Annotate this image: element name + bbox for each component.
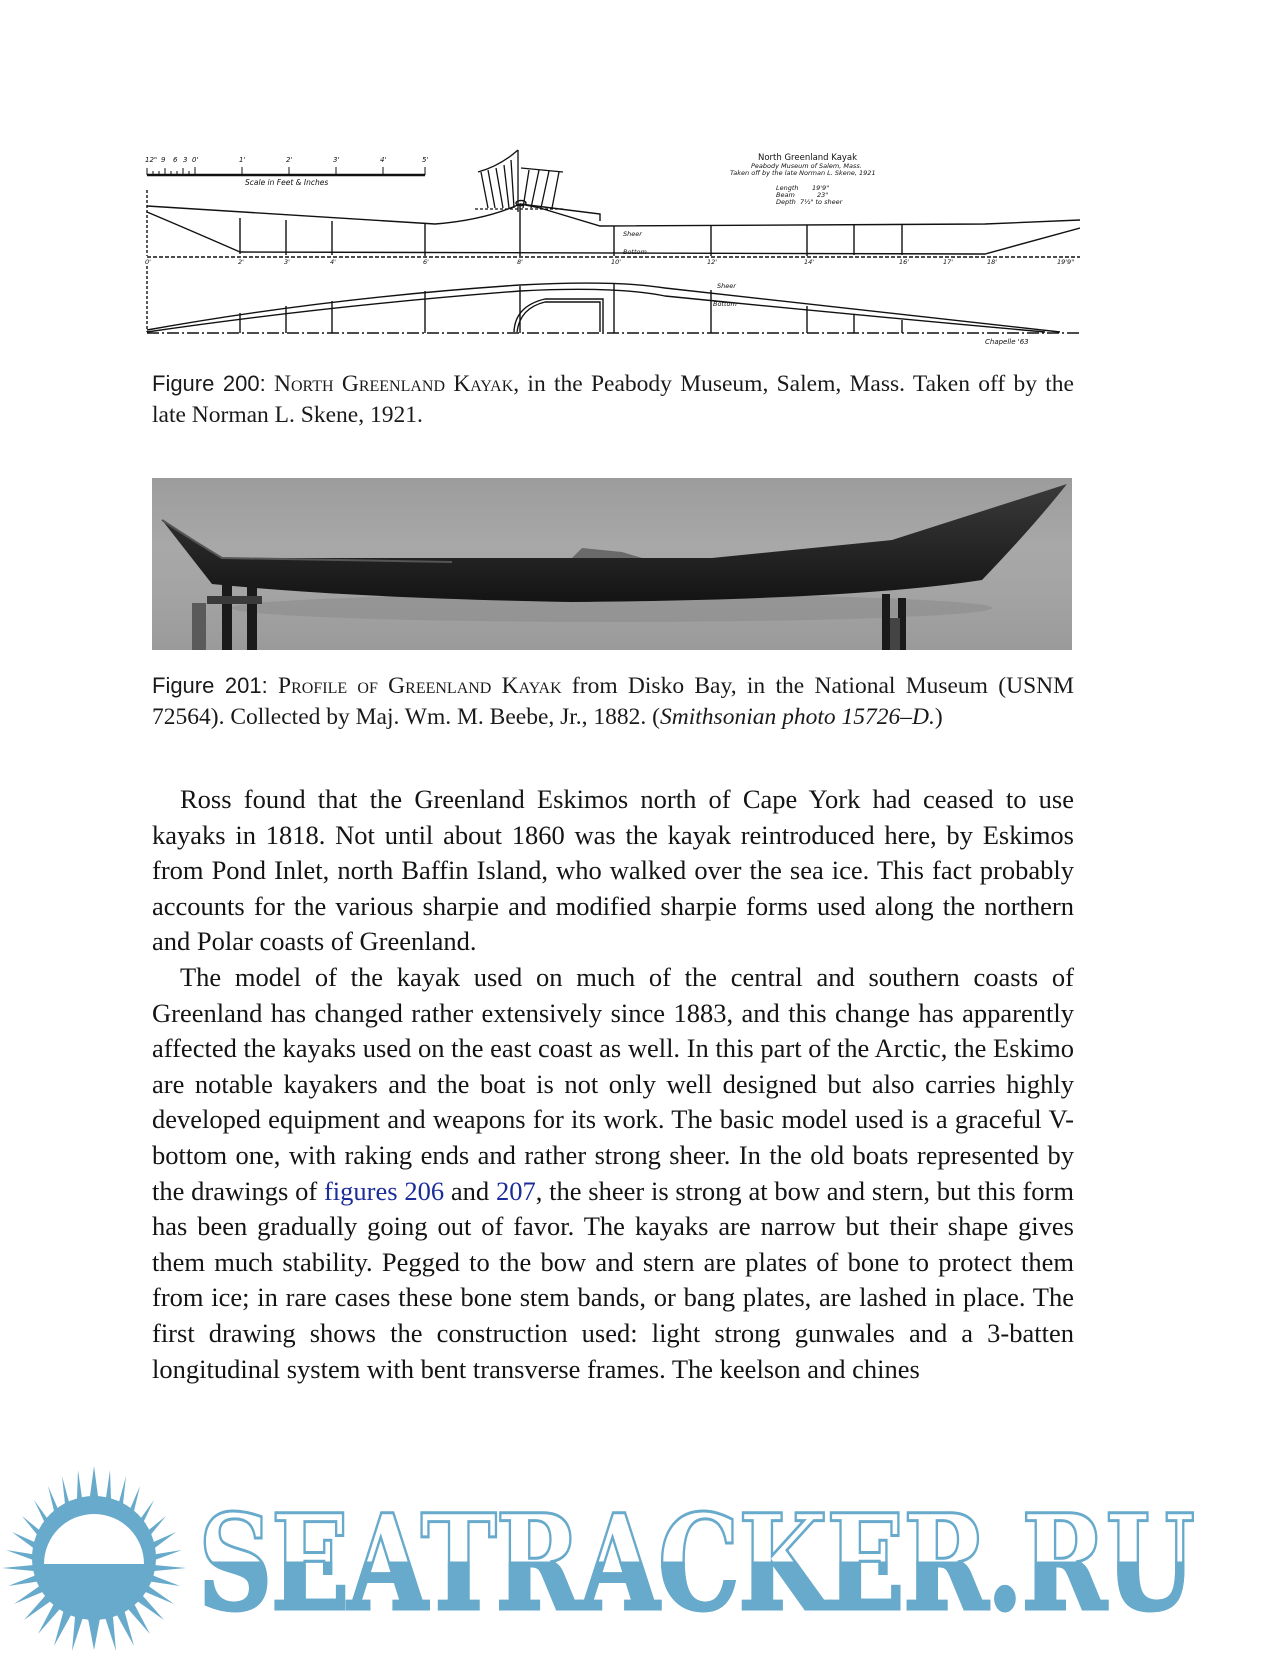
spec-value: 19'9": [812, 184, 830, 192]
scale-tick-label: 9: [161, 156, 166, 164]
caption-text: , in the Peabody Museum, Salem, Mass. Taken off by the late Norman L. Skene, 1921.: [152, 371, 1074, 428]
station-label: 18': [987, 258, 998, 266]
kayak-lines-plan: [145, 148, 1080, 363]
station-label: 2': [238, 258, 244, 266]
scale-label: Scale in Feet & Inches: [245, 178, 329, 187]
station-label: 14': [804, 258, 815, 266]
station-label: 6': [423, 258, 429, 266]
paragraph-text: The model of the kayak used on much of the central and southern coasts of Greenland has changed rather extensively since 1883, and this change has apparently affected the kayaks used on the east coast as well. In this part of the Arctic, the Eskimo are notable kayakers and the boat is not only well designed but also carries highly developed equipment and weapons for its work. The basic model used is a graceful V-bottom one, with raking ends and rather strong sheer. In the old boats represented by the drawings of: [152, 961, 1074, 1206]
scale-tick-label: 1': [239, 156, 246, 164]
caption-close: ): [934, 704, 943, 730]
sawhorse: [192, 583, 262, 650]
figure-200-caption: [152, 368, 1074, 431]
spec-label: Depth: [776, 198, 796, 206]
spec-value: 7½" to sheer: [800, 198, 843, 206]
profile-view: [147, 190, 1080, 257]
station-label: 8': [517, 258, 523, 266]
figure-201-photo: [152, 478, 1072, 650]
station-label: 3': [284, 258, 290, 266]
sun-logo-icon: [2, 1466, 187, 1651]
paragraph-text: , the sheer is strong at bow and stern, but this form has been gradually going out of favor. The kayaks are narrow but their shape gives them much stability. Pegged to the bow and stern are plates of bone to protect them from ice; in rare cases these bone stem bands, or bang plates, are lashed in place. The first drawing shows the construction used: light strong gunwales and a 3-batten longitudinal system with bent transverse frames. The keelson and chines: [152, 1175, 1074, 1384]
kayak-photo: [152, 478, 1072, 650]
station-label: 16': [899, 258, 910, 266]
scale-tick-label: 3: [183, 156, 188, 164]
sheer-label: Sheer: [717, 282, 736, 290]
bottom-label: Bottom: [713, 300, 737, 308]
spec-value: 23": [817, 191, 829, 199]
paragraph-text: and: [444, 1175, 496, 1206]
body-plan: [475, 150, 565, 212]
figure-title: Profile of Greenland Kayak: [278, 673, 562, 699]
station-label: 12': [707, 258, 718, 266]
figures-206-link[interactable]: figures 206: [323, 1175, 445, 1206]
figure-title: North Greenland Kayak: [274, 371, 514, 397]
figure-201-caption: [152, 670, 1074, 733]
station-label: 0': [145, 258, 151, 266]
station-label: 10': [611, 258, 622, 266]
scale-tick-label: 5': [422, 156, 429, 164]
body-text: [152, 782, 1074, 1387]
scale-tick-label: 12": [145, 156, 158, 164]
scale-tick-label: 6: [173, 156, 178, 164]
scale-tick-label: 0': [192, 156, 199, 164]
figure-label: Figure 200:: [152, 371, 266, 396]
paragraph: Ross found that the Greenland Eskimos north of Cape York had ceased to use kayaks in 1818. Not until about 1860 was the kayak reintroduced here, by Eskimos from Pond Inlet, north Baffin Island, who walked over the sea ice. This fact probably accounts for the various sharpie and modified sharpie forms used along the northern and Polar coasts of Greenland.: [152, 784, 1074, 957]
scale-bar: [147, 167, 425, 175]
drawing-title: North Greenland Kayak: [758, 153, 858, 163]
scale-tick-label: 3': [333, 156, 340, 164]
station-label: 4': [330, 258, 336, 266]
scale-tick-label: 4': [380, 156, 387, 164]
station-label: 17': [943, 258, 954, 266]
scale-tick-label: 2': [286, 156, 293, 164]
figure-200-drawing: [145, 148, 1080, 363]
spec-label: Beam: [776, 191, 795, 199]
caption-text: from Disko Bay, in the National Museum (USNM 72564). Collected by Maj. Wm. M. Beebe, Jr., 1882. (: [152, 673, 1075, 730]
station-label: 19'9": [1057, 258, 1075, 266]
plan-view: [147, 266, 1080, 333]
signature: Chapelle '63: [985, 338, 1029, 346]
watermark-text: SEATRACKER.RU: [198, 1486, 1194, 1641]
drawing-subtitle: Taken off by the late Norman L. Skene, 1921: [730, 169, 876, 177]
drawing-subtitle: Peabody Museum of Salem, Mass.: [751, 162, 862, 170]
paragraph: [152, 960, 1074, 1387]
spec-label: Length: [776, 184, 799, 192]
sheer-label: Sheer: [623, 230, 642, 238]
figure-label: Figure 201:: [152, 673, 268, 698]
bottom-label: Bottom: [623, 248, 647, 256]
photo-credit: Smithsonian photo 15726–D.: [660, 704, 935, 730]
figure-207-link[interactable]: 207: [495, 1175, 536, 1206]
